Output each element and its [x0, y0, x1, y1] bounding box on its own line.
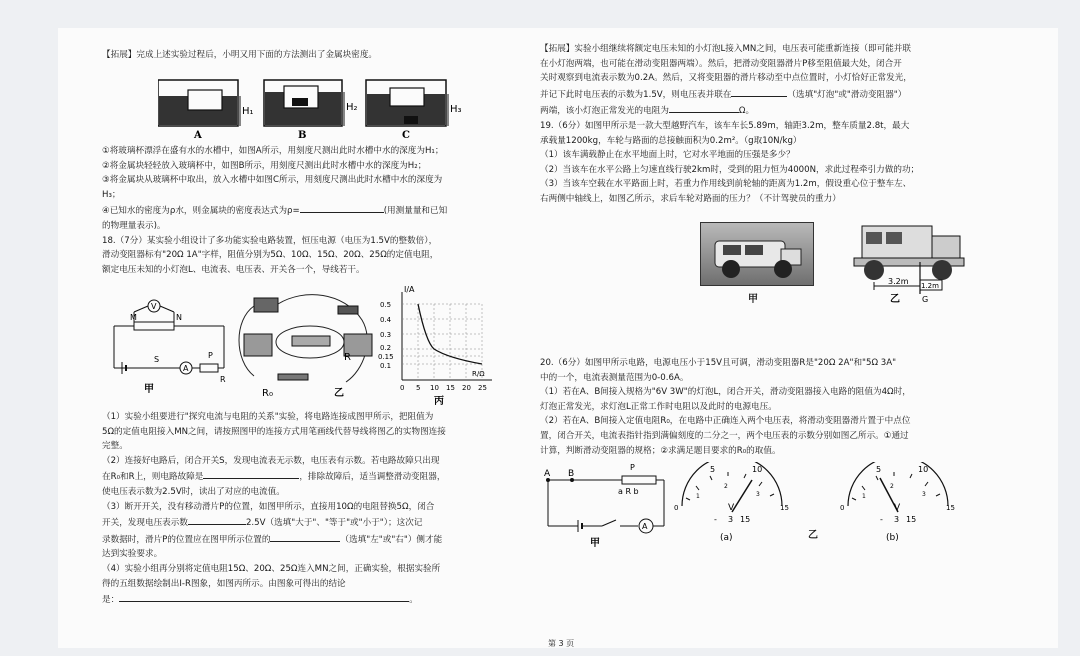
q18-part4-line3: 是： 。: [102, 591, 512, 608]
q19-line1: 19.（6分）如图甲所示是一款大型越野汽车，该车车长5.89m，轴距3.2m，整车质量2.8t，最大: [540, 120, 910, 131]
svg-text:甲: 甲: [144, 384, 154, 395]
svg-text:V: V: [151, 302, 157, 311]
q18-part3-line1: （3）断开开关，没有移动滑片P的位置，如图甲所示，直接用10Ω的电阻替换5Ω，闭合: [102, 501, 435, 512]
svg-text:20: 20: [462, 384, 471, 392]
svg-text:A: A: [642, 522, 648, 531]
page-number: 第 3 页: [548, 639, 575, 648]
ext-step-4: ④已知水的密度为ρ水，则金属块的密度表达式为ρ= (用测量量和已知: [102, 202, 512, 219]
svg-text:A: A: [183, 364, 189, 373]
svg-text:15: 15: [946, 504, 955, 512]
ext-step-2: ②将金属块轻轻放入玻璃杯中，如图B所示，用刻度尺测出此时水槽中水的深度为H₂；: [102, 160, 427, 171]
svg-text:-: -: [714, 515, 717, 524]
resistance-blank[interactable]: [669, 102, 739, 113]
q18-part2-line1: （2）连接好电路后，闭合开关S，发现电流表无示数，电压表有示数。若电路故障只出现: [102, 455, 440, 466]
svg-text:甲: 甲: [590, 538, 600, 548]
q18-part1-line1: （1）实验小组要进行"探究电流与电阻的关系"实验，将电路连接成图甲所示，把阻值为: [102, 412, 434, 422]
q18-part3-line2: 开关，发现电压表示数 2.5V（选填"大于"、"等于"或"小于"）；这次记: [102, 514, 512, 531]
svg-text:(a): (a): [720, 533, 733, 543]
q18-part3-line3: 录数据时，滑片P的位置应在图甲所示位置的 （选填"左"或"右"）侧才能: [102, 531, 512, 548]
r-ext-line4: 并记下此时电压表的示数为1.5V，则电压表并联在 （选填"灯泡"或"滑动变阻器"）: [540, 86, 985, 103]
extension-intro: 【拓展】完成上述实验过程后，小明又用下面的方法测出了金属块密度。: [102, 50, 378, 60]
svg-text:1.2m: 1.2m: [921, 282, 939, 290]
svg-text:2: 2: [890, 483, 894, 490]
circuit-jia: [104, 296, 234, 396]
svg-text:0: 0: [674, 504, 679, 512]
beaker-b-label: B: [298, 130, 307, 141]
ext-step-4-cont: 的物理量表示)。: [102, 220, 166, 231]
svg-text:3.2m: 3.2m: [888, 277, 909, 286]
svg-text:15: 15: [446, 384, 455, 392]
q18-parts: [102, 410, 512, 608]
svg-text:5: 5: [416, 384, 421, 392]
svg-text:I/A: I/A: [404, 285, 415, 294]
svg-text:3: 3: [894, 515, 900, 524]
q18-part1-line2: 5Ω的定值电阻接入MN之间，请按照图甲的连接方式用笔画线代替导线将图乙的实物图连接: [102, 426, 446, 437]
exam-page: [58, 28, 1058, 648]
car-jia-label: 甲: [748, 294, 758, 305]
svg-text:15: 15: [780, 504, 789, 512]
q18-line-2: 滑动变阻器标有"20Ω 1A"字样，阻值分别为5Ω、10Ω、15Ω、20Ω、25Ω的定值电阻，: [102, 250, 439, 261]
voltage-blank[interactable]: [188, 514, 246, 525]
q19-line3: （1）该车满载静止在水平地面上时，它对水平地面的压强是多少？: [540, 150, 795, 161]
svg-text:10: 10: [430, 384, 439, 392]
svg-text:G: G: [922, 295, 929, 304]
beaker-c: [366, 80, 446, 126]
circuit-yi: [234, 290, 384, 400]
svg-text:S: S: [154, 355, 160, 364]
svg-text:25: 25: [478, 384, 487, 392]
svg-text:乙: 乙: [890, 294, 900, 305]
svg-text:V: V: [728, 503, 735, 513]
svg-text:乙: 乙: [334, 388, 344, 399]
q20-line7: 计算，判断滑动变阻器的规格；②求满足题目要求的R₀的取值。: [540, 445, 781, 456]
beaker-c-label: C: [402, 130, 410, 141]
q20-line1: 20.（6分）如图甲所示电路，电源电压小于15V且可调，滑动变阻器R是"20Ω 2A"和"5Ω 3A": [540, 358, 897, 368]
q18-line-3: 额定电压未知的小灯泡L、电流表、电压表、开关各一个，导线若干。: [102, 264, 365, 275]
left-column: [102, 48, 512, 63]
voltmeter-a: [672, 462, 792, 546]
svg-text:0.3: 0.3: [380, 331, 392, 339]
beaker-a: [158, 80, 238, 126]
graph-bing: [378, 284, 498, 410]
r-ext-line5: 两端，该小灯泡正常发光的电阻为 Ω。: [540, 102, 985, 119]
q20-line3: （1）若在A、B间接入规格为"6V 3W"的灯泡L，闭合开关，滑动变阻器接入电路的阻值为4Ω时，: [540, 387, 911, 398]
svg-text:0: 0: [400, 384, 405, 392]
conclusion-blank[interactable]: [119, 591, 409, 602]
svg-text:1: 1: [696, 493, 700, 500]
car-diagram: [832, 222, 972, 306]
svg-text:P: P: [630, 464, 635, 472]
svg-text:0.1: 0.1: [380, 362, 392, 370]
svg-text:0.4: 0.4: [380, 316, 392, 324]
h3-label: H₃: [450, 104, 462, 115]
svg-text:R/Ω: R/Ω: [472, 370, 485, 378]
svg-text:3: 3: [756, 491, 760, 498]
svg-text:15: 15: [740, 515, 751, 524]
left-ext-steps: [102, 144, 512, 277]
density-blank[interactable]: [300, 202, 384, 213]
q18-part4-line2: 得的五组数据绘制出I-R图象，如图丙所示。由图象可得出的结论: [102, 578, 346, 589]
svg-text:0.2: 0.2: [380, 344, 392, 352]
needle-a: [732, 480, 752, 512]
beaker-a-label: A: [194, 130, 202, 141]
q20-line2: 中的一个，电流表测量范围为0-0.6A。: [540, 372, 689, 383]
svg-text:15: 15: [906, 515, 917, 524]
slider-side-blank[interactable]: [270, 531, 340, 542]
q20-line6: 置，闭合开关，电流表指针指到满偏刻度的二分之一，两个电压表的示数分别如图乙所示。①通过: [540, 430, 909, 441]
svg-text:10: 10: [752, 465, 763, 474]
q20-text: [540, 356, 985, 458]
q19-line5: （3）当该车空载在水平路面上时，若重力作用线到前轮轴的距离为1.2m，假设重心位于整车左、: [540, 179, 912, 190]
jeep-icon: [701, 223, 813, 285]
ext-step-3: ③将金属块从玻璃杯中取出，放入水槽中如图C所示，用刻度尺测出此时水槽中水的深度为: [102, 175, 443, 186]
q18-part2-line3: 使电压表示数为2.5V时，读出了对应的电流值。: [102, 486, 285, 497]
meters-yi-label: 乙: [808, 530, 818, 541]
h1-label: H₁: [242, 106, 254, 117]
right-column-top: [540, 42, 985, 207]
beaker-figure: [158, 72, 498, 142]
car-photo: [700, 222, 814, 286]
q18-part1-line3: 完整。: [102, 441, 128, 452]
r-ext-line3: 关时观察到电流表示数为0.2A。然后，又将变阻器的滑片移动至中点位置时，小灯恰好正常发光，: [540, 73, 912, 84]
svg-text:B: B: [568, 469, 575, 479]
svg-text:0.5: 0.5: [380, 301, 392, 309]
ext-step-1: ①将玻璃杯漂浮在盛有水的水槽中，如图A所示，用刻度尺测出此时水槽中水的深度为H₁；: [102, 146, 444, 156]
svg-text:1: 1: [862, 493, 866, 500]
svg-text:R₀: R₀: [262, 388, 273, 399]
q18-part2-line2: 在R₀和R上，则电路故障是 ，排除故障后，适当调整滑动变阻器，: [102, 468, 512, 485]
q18-line-1: 18.（7分）某实验小组设计了多功能实验电路装置，恒压电源（电压为1.5V的整数倍），: [102, 235, 438, 246]
svg-text:0.15: 0.15: [378, 353, 394, 361]
q19-line2: 承载量1200kg，车轮与路面的总接触面积为0.2m²。（g取10N/kg）: [540, 135, 802, 146]
svg-text:M: M: [130, 313, 137, 322]
q20-line5: （2）若在A、B间接入定值电阻R₀，在电路中正确连入两个电压表，将滑动变阻器滑片置于中点位: [540, 416, 911, 427]
svg-text:a R b: a R b: [618, 487, 639, 496]
svg-text:3: 3: [922, 491, 926, 498]
svg-text:2: 2: [724, 483, 728, 490]
r-ext-line1: 【拓展】实验小组继续将额定电压未知的小灯泡L接入MN之间，电压表可能重新连接（即可能并联: [540, 44, 911, 54]
svg-text:10: 10: [918, 465, 929, 474]
voltmeter-b: [838, 462, 958, 546]
svg-text:P: P: [208, 351, 213, 360]
svg-text:N: N: [176, 313, 182, 322]
svg-text:3: 3: [728, 515, 734, 524]
beaker-b: [264, 80, 342, 126]
svg-text:0: 0: [840, 504, 845, 512]
svg-text:R: R: [220, 375, 226, 384]
q20-circuit: [542, 464, 672, 548]
svg-text:R: R: [344, 352, 351, 363]
parallel-blank[interactable]: [731, 86, 787, 97]
svg-text:V: V: [894, 503, 901, 513]
svg-text:-: -: [880, 515, 883, 524]
h2-label: H₂: [346, 102, 358, 113]
svg-text:5: 5: [710, 465, 716, 474]
ext-step-3-cont: H₃；: [102, 189, 121, 200]
q19-line4: （2）当该车在水平公路上匀速直线行驶2km时，受到的阻力恒为4000N，求此过程牵引力做的功；: [540, 164, 920, 175]
q20-line4: 灯泡正常发光，求灯泡L正常工作时电阻以及此时的电源电压。: [540, 401, 777, 412]
r-ext-line2: 在小灯泡两端，也可能在滑动变阻器两端）。然后，把滑动变阻器滑片P移至阻值最大处，闭合开: [540, 58, 902, 69]
q18-part3-line4: 达到实验要求。: [102, 549, 163, 560]
fault-blank[interactable]: [203, 468, 299, 479]
svg-text:丙: 丙: [434, 396, 444, 407]
svg-text:A: A: [544, 469, 551, 479]
svg-text:5: 5: [876, 465, 882, 474]
svg-text:(b): (b): [886, 533, 899, 543]
q18-part4-line1: （4）实验小组再分别将定值电阻15Ω、20Ω、25Ω连入MN之间，正确实验，根据实验所: [102, 563, 441, 574]
q19-line6: 右两侧中轴线上，如图乙所示，求后车轮对路面的压力？（不计驾驶员的重力）: [540, 193, 841, 204]
